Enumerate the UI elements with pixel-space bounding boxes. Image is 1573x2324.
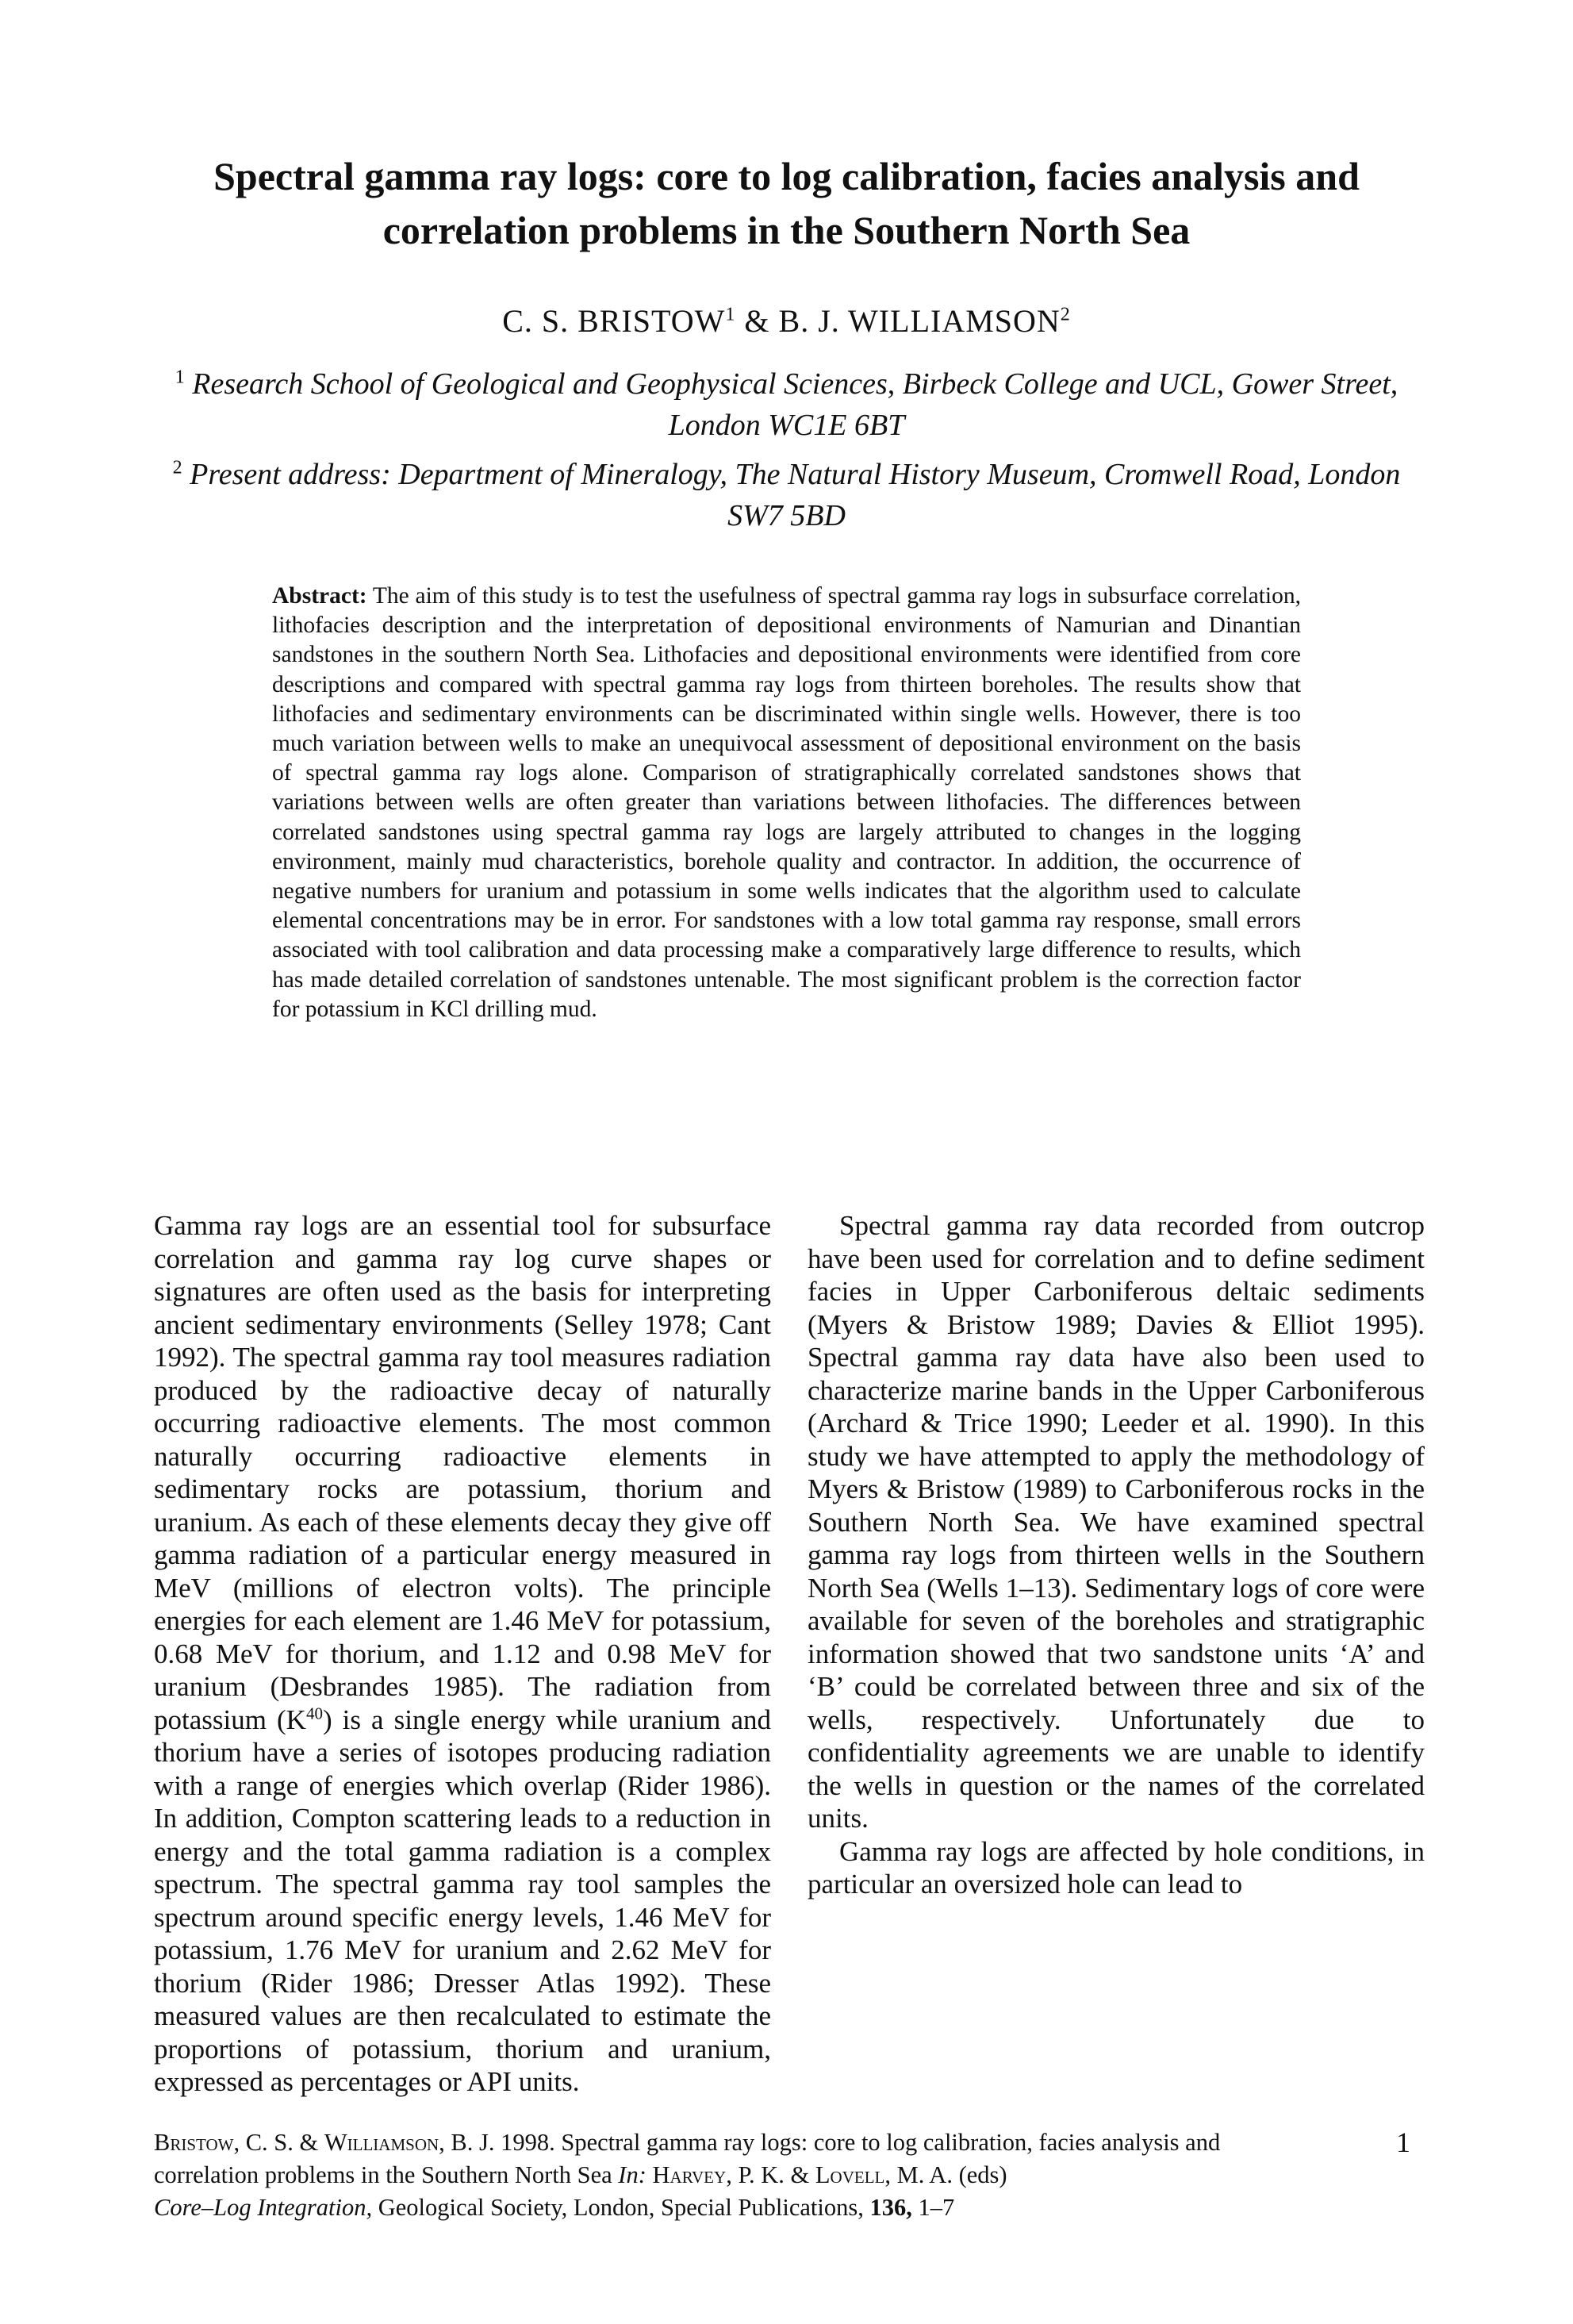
footer-editor-1: Harvey [652, 2161, 727, 2188]
title-line-2: correlation problems in the Southern North Sea [382, 208, 1191, 252]
body-paragraph-1-part-b: ) is a single energy while uranium and thorium have a series of isotopes producing radiation with a range of energies which overlap (Rider 1986). In addition, Compton scattering leads to a reduction in energy and the total gamma radiation is a complex spectrum. The spectral gamma ray tool samples the spectrum around specific energy levels, 1.46 MeV for potassium, 1.76 MeV for uranium and 2.62 MeV for thorium (Rider 1986; Dresser Atlas 1992). These measured values are then recalculated to estimate the proportions of potassium, thorium and uranium, expressed as percentages or API units. [154, 1704, 771, 2097]
affiliation-2 [159, 454, 1414, 536]
footer-author-1-rest: , C. S. & [233, 2129, 324, 2156]
page-number: 1 [1396, 2126, 1410, 2158]
body-paragraph-2: Spectral gamma ray data recorded from outcrop have been used for correlation and to define sediment facies in Upper Carboniferous deltaic sediments (Myers & Bristow 1989; Davies & Elliot 1995). Spectral gamma ray data have also been used to characterize marine bands in the Upper Carboniferous (Archard & Trice 1990; Leeder et al. 1990). In this study we have attempted to apply the methodology of Myers & Bristow (1989) to Carboniferous rocks in the Southern North Sea. We have examined spectral gamma ray logs from thirteen wells in the Southern North Sea (Wells 1–13). Sedimentary logs of core were available for seven of the boreholes and stratigraphic information showed that two sandstone units ‘A’ and ‘B’ could be correlated between three and six of the wells, respectively. Unfortunately due to confidentiality agreements we are unable to identify the wells in question or the names of the correlated units. [808, 1210, 1425, 1834]
abstract-text: The aim of this study is to test the usefulness of spectral gamma ray logs in subsurface correlation, lithofacies description and the interpretation of depositional environments of Namurian and Dinantian sandstones in the southern North Sea. Lithofacies and depositional environments were identified from core descriptions and compared with spectral gamma ray logs from thirteen boreholes. The results show that lithofacies and sedimentary environments can be discriminated within single wells. However, there is too much variation between wells to make an unequivocal assessment of depositional environment on the basis of spectral gamma ray logs alone. Comparison of stratigraphically correlated sandstones shows that variations between wells are often greater than variations between lithofacies. The differences between correlated sandstones using spectral gamma ray logs are largely attributed to changes in the logging environment, mainly mud characteristics, borehole quality and contractor. In addition, the occurrence of negative numbers for uranium and potassium in some wells indicates that the algorithm used to calculate elemental concentrations may be in error. For sandstones with a low total gamma ray response, small errors associated with tool calibration and data processing make a comparatively large difference to results, which has made detailed correlation of sandstones untenable. The most significant problem is the correction factor for potassium in KCl drilling mud. [272, 583, 1301, 1022]
abstract-label: Abstract: [272, 583, 367, 609]
author-2-affiliation-mark: 2 [1060, 304, 1071, 325]
author-1-affiliation-mark: 1 [725, 304, 736, 325]
citation-footer [154, 2126, 1320, 2224]
footer-editor-2: Lovell [815, 2161, 885, 2188]
footer-editor-2-rest: , M. A. (eds) [884, 2161, 1007, 2188]
title-line-1: Spectral gamma ray logs: core to log calibration, facies analysis and [213, 154, 1360, 198]
author-list [119, 302, 1454, 341]
footer-author-2: Williamson [324, 2129, 439, 2156]
body-paragraph-1-part-a: Gamma ray logs are an essential tool for subsurface correlation and gamma ray log curve shapes or signatures are often used as the basis for interpreting ancient sedimentary environments (Selley 1978; Cant 1992). The spectral gamma ray tool measures radiation produced by the radioactive decay of naturally occurring radioactive elements. The most common naturally occurring radioactive elements in sedimentary rocks are potassium, thorium and uranium. As each of these elements decay they give off gamma radiation of a particular energy measured in MeV (millions of electron volts). The principle energies for each element are 1.46 MeV for potassium, 0.68 MeV for thorium, and 1.12 and 0.98 MeV for uranium (Desbrandes 1985). The radiation from potassium (K [154, 1210, 771, 1735]
footer-citation-text: , B. J. 1998. Spectral gamma ray logs: core to log calibration, facies analysis and correlation problems in the Southern North Sea [154, 2129, 1226, 2188]
abstract [272, 582, 1301, 1024]
footer-author-1: Bristow [154, 2129, 234, 2156]
affiliation-1-mark: 1 [175, 367, 185, 388]
affiliation-1 [159, 363, 1414, 446]
body-paragraph-1 [154, 1209, 771, 2099]
author-1: C. S. BRISTOW [502, 303, 726, 339]
footer-volume: 136, [869, 2194, 912, 2221]
footer-in-label: In: [618, 2161, 646, 2188]
footer-publisher: Geological Society, London, Special Publications, [372, 2194, 870, 2221]
footer-editor-1-rest: , P. K. & [726, 2161, 815, 2188]
affiliation-2-mark: 2 [172, 457, 182, 478]
author-2: B. J. WILLIAMSON [778, 303, 1061, 339]
footer-pages: 1–7 [911, 2194, 955, 2221]
body-paragraph-3: Gamma ray logs are affected by hole conditions, in particular an oversized hole can lead to [808, 1835, 1425, 1900]
affiliation-2-text: Present address: Department of Mineralogy, The Natural History Museum, Cromwell Road, London SW7 5BD [190, 458, 1401, 532]
potassium-isotope-superscript: 40 [305, 1703, 323, 1723]
body-column-left [154, 1209, 771, 2099]
body-column-right [808, 1209, 1425, 1901]
footer-book-title: Core–Log Integration, [154, 2194, 373, 2221]
affiliation-1-text: Research School of Geological and Geophysical Sciences, Birbeck College and UCL, Gower Street, London WC1E 6BT [192, 367, 1398, 442]
author-separator: & [735, 303, 779, 339]
paper-title [119, 149, 1454, 257]
